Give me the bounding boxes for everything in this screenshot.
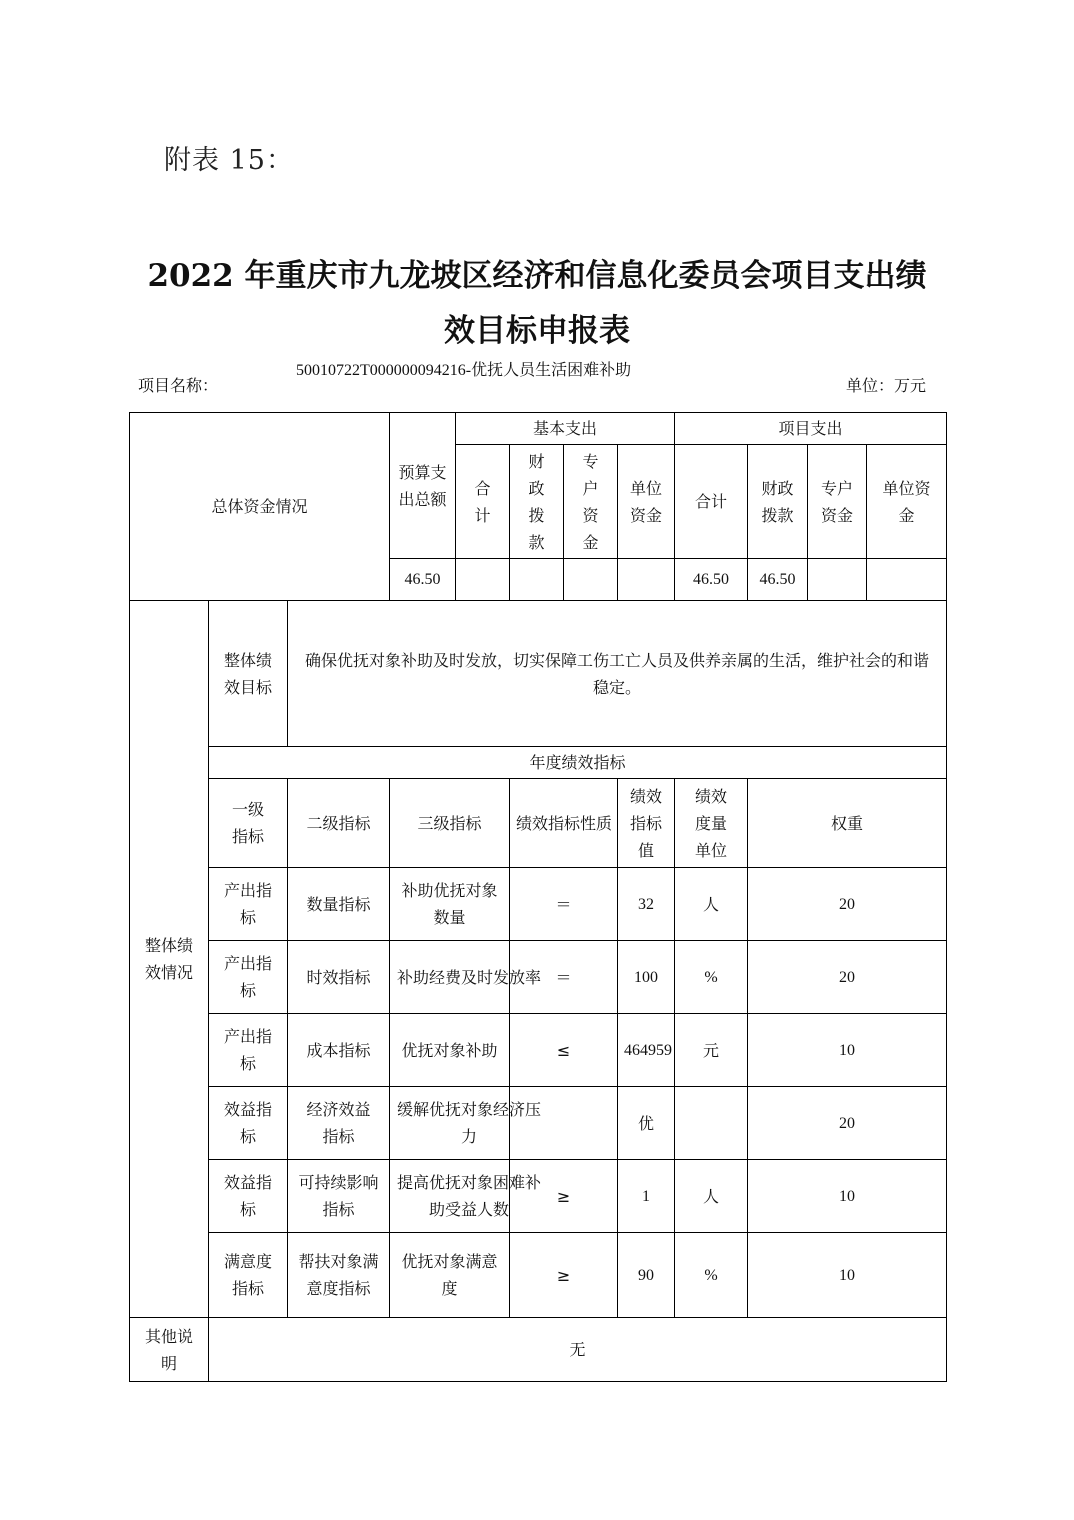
col-value: 绩效指标值 xyxy=(618,779,675,868)
col-nature: 绩效指标性质 xyxy=(510,779,618,868)
overall-goal-label: 整体绩效目标 xyxy=(209,601,288,747)
row-level3: 优抚对象满意度 xyxy=(390,1233,510,1318)
row-value: 90 xyxy=(618,1233,675,1318)
row-unit: % xyxy=(675,1233,748,1318)
performance-table xyxy=(129,412,947,1382)
project-unit-value xyxy=(867,559,947,601)
row-weight: 10 xyxy=(748,1160,947,1233)
row-unit: % xyxy=(675,941,748,1014)
row-level1: 产出指标 xyxy=(209,868,288,941)
row-level3: 提高优抚对象困难补助受益人数 xyxy=(390,1160,510,1233)
row-level1: 效益指标 xyxy=(209,1160,288,1233)
budget-total-value: 46.50 xyxy=(390,559,456,601)
col-level3: 三级指标 xyxy=(390,779,510,868)
project-fiscal-value: 46.50 xyxy=(748,559,808,601)
funding-section-label: 总体资金情况 xyxy=(130,413,390,601)
row-nature: ≥ xyxy=(510,1160,618,1233)
table-row xyxy=(130,1014,947,1087)
basic-special-value xyxy=(564,559,618,601)
row-level2: 成本指标 xyxy=(288,1014,390,1087)
basic-fiscal-value xyxy=(510,559,564,601)
project-total-value: 46.50 xyxy=(675,559,748,601)
performance-section-label: 整体绩效情况 xyxy=(130,601,209,1318)
project-col-unit: 单位资金 xyxy=(867,445,947,559)
row-weight: 20 xyxy=(748,868,947,941)
table-row xyxy=(130,868,947,941)
row-level1: 产出指标 xyxy=(209,941,288,1014)
annual-indicators-header: 年度绩效指标 xyxy=(209,747,947,779)
other-notes-value: 无 xyxy=(209,1318,947,1382)
row-value: 1 xyxy=(618,1160,675,1233)
col-level2: 二级指标 xyxy=(288,779,390,868)
project-name-label: 项目名称： xyxy=(138,376,219,395)
row-level3: 优抚对象补助 xyxy=(390,1014,510,1087)
col-weight: 权重 xyxy=(748,779,947,868)
row-value: 100 xyxy=(618,941,675,1014)
row-level2: 时效指标 xyxy=(288,941,390,1014)
project-expense-header: 项目支出 xyxy=(675,413,947,445)
basic-col-special: 专户资金 xyxy=(564,445,618,559)
budget-total-header: 预算支出总额 xyxy=(390,413,456,559)
basic-unit-value xyxy=(618,559,675,601)
row-value: 464959 xyxy=(618,1014,675,1087)
row-unit xyxy=(675,1087,748,1160)
row-nature: ＝ xyxy=(510,941,618,1014)
project-col-total: 合计 xyxy=(675,445,748,559)
table-row xyxy=(130,1233,947,1318)
row-unit: 人 xyxy=(675,1160,748,1233)
page-title-line2: 效目标申报表 xyxy=(444,313,630,349)
row-nature: ＝ xyxy=(510,868,618,941)
project-name-value: 50010722T000000094216-优抚人员生活困难补助 xyxy=(296,362,632,379)
project-special-value xyxy=(808,559,867,601)
row-value: 优 xyxy=(618,1087,675,1160)
row-weight: 20 xyxy=(748,1087,947,1160)
basic-col-fiscal: 财政拨款 xyxy=(510,445,564,559)
table-row xyxy=(130,1087,947,1160)
row-level3: 缓解优抚对象经济压力 xyxy=(390,1087,510,1160)
unit-label: 单位：万元 xyxy=(846,376,927,395)
row-value: 32 xyxy=(618,868,675,941)
table-row xyxy=(130,941,947,1014)
project-col-fiscal: 财政拨款 xyxy=(748,445,808,559)
row-nature: ≤ xyxy=(510,1014,618,1087)
attachment-label: 附表 15： xyxy=(164,145,294,176)
row-level1: 效益指标 xyxy=(209,1087,288,1160)
basic-col-unit: 单位资金 xyxy=(618,445,675,559)
row-level1: 产出指标 xyxy=(209,1014,288,1087)
basic-col-total: 合计 xyxy=(456,445,510,559)
overall-goal-text: 确保优抚对象补助及时发放，切实保障工伤工亡人员及供养亲属的生活，维护社会的和谐稳定。 xyxy=(288,601,947,747)
page-title-line1: 2022 年重庆市九龙坡区经济和信息化委员会项目支出绩 xyxy=(147,258,927,294)
row-level1: 满意度指标 xyxy=(209,1233,288,1318)
row-weight: 20 xyxy=(748,941,947,1014)
row-level3: 补助经费及时发放率 xyxy=(390,941,510,1014)
row-unit: 元 xyxy=(675,1014,748,1087)
row-nature: ≥ xyxy=(510,1233,618,1318)
row-level2: 帮扶对象满意度指标 xyxy=(288,1233,390,1318)
basic-total-value xyxy=(456,559,510,601)
row-level2: 可持续影响指标 xyxy=(288,1160,390,1233)
col-level1: 一级指标 xyxy=(209,779,288,868)
row-level3: 补助优抚对象数量 xyxy=(390,868,510,941)
col-unit: 绩效度量单位 xyxy=(675,779,748,868)
row-level2: 数量指标 xyxy=(288,868,390,941)
row-weight: 10 xyxy=(748,1233,947,1318)
row-level2: 经济效益指标 xyxy=(288,1087,390,1160)
basic-expense-header: 基本支出 xyxy=(456,413,675,445)
row-unit: 人 xyxy=(675,868,748,941)
table-row xyxy=(130,1160,947,1233)
other-notes-label: 其他说明 xyxy=(130,1318,209,1382)
project-col-special: 专户资金 xyxy=(808,445,867,559)
row-weight: 10 xyxy=(748,1014,947,1087)
